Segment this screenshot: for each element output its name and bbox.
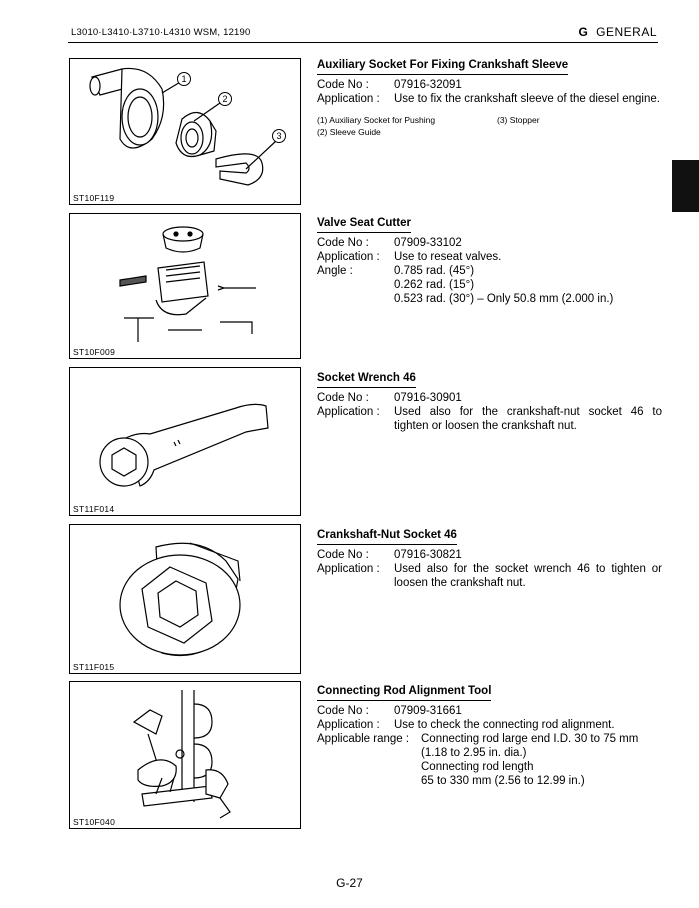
tool-title: Auxiliary Socket For Fixing Crankshaft Sleeve [317,58,568,75]
figure-valve-seat-cutter [69,213,301,359]
code-value: 07909-31661 [394,705,462,717]
figure-id: ST11F014 [73,504,115,514]
section-tab-marker [672,160,699,212]
application-text: Use to fix the crankshaft sleeve of the diesel engine. [394,93,660,105]
manual-model-header: L3010·L3410·L3710·L4310 WSM, 12190 [71,27,251,38]
figure-id: ST10F009 [73,347,116,357]
figure-id: ST11F015 [73,662,115,672]
application-label: Application : [317,251,380,263]
figure-id: ST10F040 [73,817,116,827]
code-label: Code No : [317,705,369,717]
range-label: Applicable range : [317,733,410,745]
connecting-rod-alignment-illustration [70,682,300,828]
application-label: Application : [317,563,380,575]
code-label: Code No : [317,237,369,249]
tool-title: Crankshaft-Nut Socket 46 [317,528,457,545]
application-text-cont: tighten or loosen the crankshaft nut. [394,420,577,432]
angle-value: 0.523 rad. (30°) – Only 50.8 mm (2.000 in.) [394,293,614,305]
valve-seat-cutter-illustration [70,214,300,358]
callout-2: 2 [222,94,228,104]
application-text: Used also for the socket wrench 46 to tighten or [394,563,662,575]
tool-title: Socket Wrench 46 [317,371,416,388]
code-value: 07916-30821 [394,549,462,561]
application-text: Use to reseat valves. [394,251,502,263]
application-text: Use to check the connecting rod alignment. [394,719,615,731]
code-label: Code No : [317,79,369,91]
figure-connecting-rod-alignment-tool [69,681,301,829]
application-text: Used also for the crankshaft-nut socket 46 to [394,406,662,418]
crankshaft-nut-socket-illustration [70,525,300,673]
figure-socket-wrench [69,367,301,516]
socket-wrench-illustration [70,368,300,515]
callout-3: 3 [276,131,282,141]
tool-title: Connecting Rod Alignment Tool [317,684,491,701]
legend-item: (1) Auxiliary Socket for Pushing [317,115,436,125]
callout-1: 1 [181,74,187,84]
angle-value: 0.262 rad. (15°) [394,279,475,291]
figure-crankshaft-nut-socket [69,524,301,674]
code-value: 07909-33102 [394,237,462,249]
application-text-cont: loosen the crankshaft nut. [394,577,526,589]
tool-entry-valve-seat-cutter [317,216,662,306]
code-value: 07916-32091 [394,79,462,91]
tool-entry-auxiliary-socket [317,58,662,138]
code-value: 07916-30901 [394,392,462,404]
tool-title: Valve Seat Cutter [317,216,411,233]
figure-auxiliary-socket [69,58,301,205]
application-label: Application : [317,406,380,418]
range-value: 65 to 330 mm (2.56 to 12.99 in.) [421,775,585,787]
tool-entry-connecting-rod-alignment-tool [317,684,662,788]
page-number: G-27 [336,876,363,890]
range-value: (1.18 to 2.95 in. dia.) [421,747,527,759]
angle-label: Angle : [317,265,353,277]
section-header [578,25,657,39]
angle-value: 0.785 rad. (45°) [394,265,475,277]
code-label: Code No : [317,392,369,404]
range-value: Connecting rod large end I.D. 30 to 75 mm [421,733,639,745]
auxiliary-socket-illustration [70,59,300,204]
section-letter: G [578,25,589,39]
application-label: Application : [317,93,380,105]
figure-id: ST10F119 [73,193,115,203]
code-label: Code No : [317,549,369,561]
legend-item: (2) Sleeve Guide [317,127,381,137]
section-name: GENERAL [596,25,657,39]
header-rule [68,42,658,43]
tool-entry-crankshaft-nut-socket [317,528,662,590]
legend-item: (3) Stopper [497,115,540,125]
figure-legend [317,114,662,138]
tool-entry-socket-wrench [317,371,662,433]
application-label: Application : [317,719,380,731]
range-value: Connecting rod length [421,761,534,773]
